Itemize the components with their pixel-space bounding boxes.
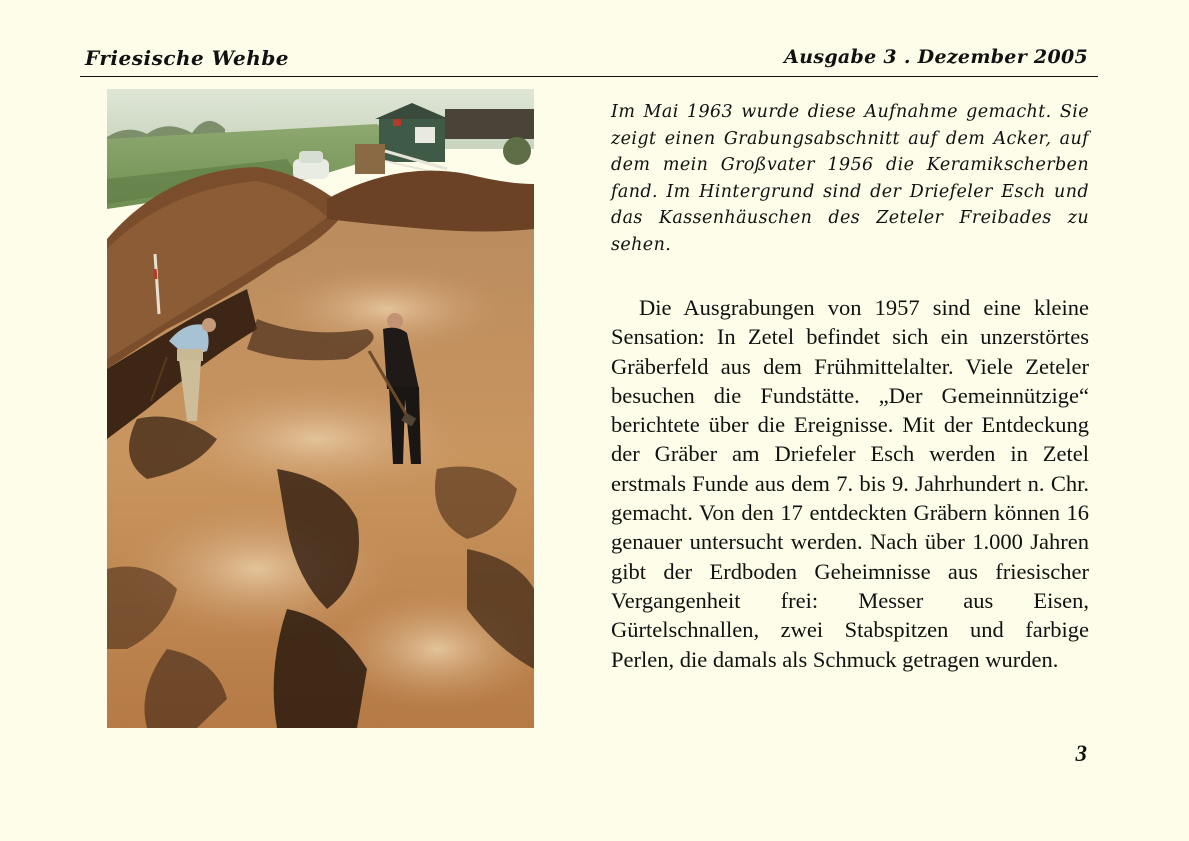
article-body: Die Ausgrabungen von 1957 sind eine kleine Sensation: In Zetel befindet sich ein unzerstörtes Gräberfeld aus dem Frühmittelalter. Viele Zeteler besuchen die Fundstätte. „Der Gemeinnützige“ berichtete über die Ereignisse. Mit der Entdeckung der Gräber am Driefeler Esch werden in Zetel erstmals Funde aus dem 7. bis 9. Jahrhundert n. Chr. gemacht. Von den 17 entdeckten Gräbern können 16 genauer untersucht werden. Nach über 1.000 Jahren gibt der Erdboden Geheimnisse aus friesischer Vergangenheit frei: Messer aus Eisen, Gürtelschnallen, zwei Stabspitzen und farbige Perlen, die damals als Schmuck getragen wurden. xyxy=(611,295,1089,672)
page-number: 3 xyxy=(1075,741,1087,766)
publication-title: Friesische Wehbe xyxy=(85,46,290,70)
photo-caption: Im Mai 1963 wurde diese Aufnahme gemacht. Sie zeigt einen Grabungsabschnitt auf dem Acker, auf dem mein Großvater 1956 die Keramikscherben fand. Im Hintergrund sind der Driefeler Esch und das Kassenhäuschen des Zeteler Freibades zu sehen. xyxy=(611,102,1089,255)
header-divider xyxy=(80,76,1098,77)
excavation-photo xyxy=(107,89,534,728)
issue-date: Ausgabe 3 . Dezember 2005 xyxy=(784,46,1088,68)
